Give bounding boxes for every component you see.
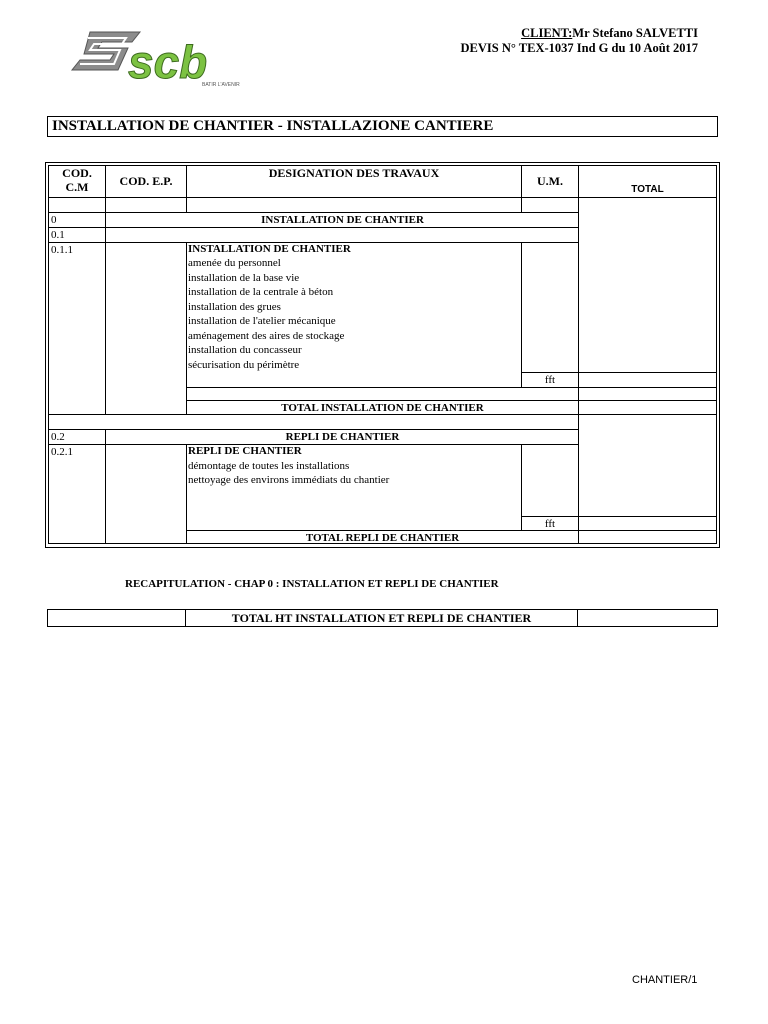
subsection-code: 0.1 [51,229,65,241]
subsection-code: 0.2 [51,431,65,443]
col-header-designation: DESIGNATION DES TRAVAUX [268,166,440,180]
devis-reference: DEVIS N° TEX-1037 Ind G du 10 Août 2017 [460,41,698,55]
item-line: amenée du personnel [188,257,281,269]
total-ht-label: TOTAL HT INSTALLATION ET REPLI DE CHANTIER [231,611,532,625]
section-title: REPLI DE CHANTIER [285,431,400,443]
recap-heading: RECAPITULATION - CHAP 0 : INSTALLATION ET REPLI DE CHANTIER [125,578,499,590]
item-line: sécurisation du périmètre [188,359,300,371]
item-title: REPLI DE CHANTIER [188,445,302,457]
logo-tagline: BATIR L'AVENIR [202,82,240,88]
section-title: INSTALLATION DE CHANTIER [261,214,424,226]
col-header-um: U.M. [537,174,563,188]
subtotal-installation: TOTAL INSTALLATION DE CHANTIER [281,402,484,414]
col-header-total: TOTAL [631,184,664,195]
item-line: installation de la base vie [188,272,300,284]
client-label: CLIENT: [521,26,573,40]
item-line: aménagement des aires de stockage [188,330,345,342]
company-logo [70,26,270,92]
item-unit: fft [544,518,556,530]
item-title: INSTALLATION DE CHANTIER [188,243,351,255]
page-footer: CHANTIER/1 [632,974,698,986]
client-name: Mr Stefano SALVETTI [572,26,698,40]
item-line: installation des grues [188,301,281,313]
col-header-cod-cm: COD. C.M [62,166,92,194]
scb-logo-graphic [70,26,270,92]
logo-wordmark: scb [128,36,208,88]
item-line: démontage de toutes les installations [188,460,350,472]
item-line: installation du concasseur [188,344,302,356]
item-code: 0.2.1 [51,446,73,458]
subtotal-repli: TOTAL REPLI DE CHANTIER [305,532,460,544]
total-ht-row [47,609,718,627]
col-header-cod-ep: COD. E.P. [119,174,173,188]
item-unit: fft [544,374,556,386]
item-line: nettoyage des environs immédiats du chantier [188,474,390,486]
item-line: installation de l'atelier mécanique [188,315,336,327]
item-line: installation de la centrale à béton [188,286,334,298]
item-code: 0.1.1 [51,244,73,256]
page-title: INSTALLATION DE CHANTIER - INSTALLAZIONE CANTIERE [47,116,718,137]
works-table [45,162,720,548]
client-info [461,26,698,56]
section-code: 0 [51,214,57,226]
